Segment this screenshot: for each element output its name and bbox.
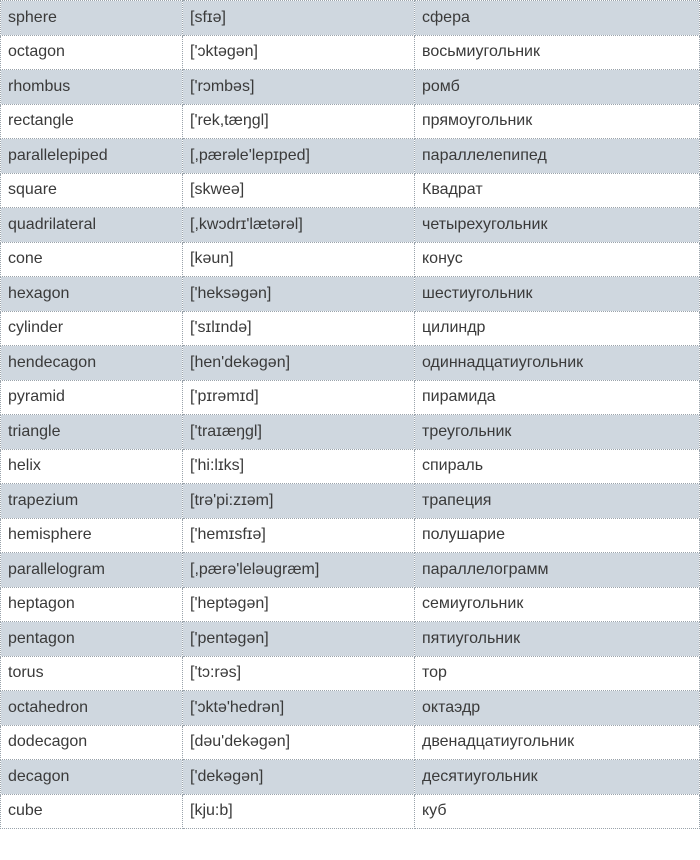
russian-translation-cell: тор	[415, 656, 700, 691]
transcription-cell: ['traɪæŋgl]	[183, 415, 415, 450]
transcription-cell: [skweə]	[183, 173, 415, 208]
transcription-cell: ['rɔmbəs]	[183, 70, 415, 105]
table-row	[1, 691, 700, 726]
transcription-cell: ['heksəgən]	[183, 277, 415, 312]
table-row	[1, 380, 700, 415]
english-term-cell: hemisphere	[1, 518, 183, 553]
table-row	[1, 173, 700, 208]
russian-translation-cell: трапеция	[415, 484, 700, 519]
russian-translation-cell: октаэдр	[415, 691, 700, 726]
transcription-cell: ['hemɪsfɪə]	[183, 518, 415, 553]
table-row	[1, 277, 700, 312]
russian-translation-cell: треугольник	[415, 415, 700, 450]
table-row	[1, 346, 700, 381]
english-term-cell: quadrilateral	[1, 208, 183, 243]
russian-translation-cell: прямоугольник	[415, 104, 700, 139]
transcription-cell: [sfɪə]	[183, 1, 415, 36]
english-term-cell: rhombus	[1, 70, 183, 105]
english-term-cell: parallelepiped	[1, 139, 183, 174]
table-row	[1, 35, 700, 70]
english-term-cell: cylinder	[1, 311, 183, 346]
transcription-cell: ['rek,tæŋgl]	[183, 104, 415, 139]
russian-translation-cell: Квадрат	[415, 173, 700, 208]
transcription-cell: ['pɪrəmɪd]	[183, 380, 415, 415]
russian-translation-cell: шестиугольник	[415, 277, 700, 312]
english-term-cell: trapezium	[1, 484, 183, 519]
english-term-cell: decagon	[1, 760, 183, 795]
russian-translation-cell: одиннадцатиугольник	[415, 346, 700, 381]
transcription-cell: ['ɔktəgən]	[183, 35, 415, 70]
table-row	[1, 104, 700, 139]
russian-translation-cell: параллелепипед	[415, 139, 700, 174]
russian-translation-cell: куб	[415, 794, 700, 829]
table-row	[1, 656, 700, 691]
russian-translation-cell: двенадцатиугольник	[415, 725, 700, 760]
table-row	[1, 622, 700, 657]
english-term-cell: rectangle	[1, 104, 183, 139]
transcription-cell: [dəu'dekəgən]	[183, 725, 415, 760]
english-term-cell: torus	[1, 656, 183, 691]
transcription-cell: ['hi:lɪks]	[183, 449, 415, 484]
transcription-cell: [,pærəle'lepɪped]	[183, 139, 415, 174]
english-term-cell: triangle	[1, 415, 183, 450]
english-term-cell: cone	[1, 242, 183, 277]
russian-translation-cell: семиугольник	[415, 587, 700, 622]
russian-translation-cell: конус	[415, 242, 700, 277]
english-term-cell: hendecagon	[1, 346, 183, 381]
transcription-cell: ['sɪlɪndə]	[183, 311, 415, 346]
english-term-cell: square	[1, 173, 183, 208]
transcription-cell: [kəun]	[183, 242, 415, 277]
russian-translation-cell: пятиугольник	[415, 622, 700, 657]
english-term-cell: helix	[1, 449, 183, 484]
transcription-cell: ['pentəgən]	[183, 622, 415, 657]
english-term-cell: heptagon	[1, 587, 183, 622]
table-row	[1, 311, 700, 346]
english-term-cell: hexagon	[1, 277, 183, 312]
english-term-cell: pyramid	[1, 380, 183, 415]
russian-translation-cell: спираль	[415, 449, 700, 484]
russian-translation-cell: параллелограмм	[415, 553, 700, 588]
transcription-cell: ['tɔ:rəs]	[183, 656, 415, 691]
table-body	[1, 1, 700, 829]
table-row	[1, 794, 700, 829]
table-row	[1, 1, 700, 36]
english-term-cell: sphere	[1, 1, 183, 36]
table-row	[1, 70, 700, 105]
transcription-cell: ['dekəgən]	[183, 760, 415, 795]
english-term-cell: cube	[1, 794, 183, 829]
english-term-cell: parallelogram	[1, 553, 183, 588]
table-row	[1, 553, 700, 588]
table-row	[1, 139, 700, 174]
russian-translation-cell: пирамида	[415, 380, 700, 415]
english-term-cell: octahedron	[1, 691, 183, 726]
english-term-cell: octagon	[1, 35, 183, 70]
table-row	[1, 208, 700, 243]
transcription-cell: ['ɔktə'hedrən]	[183, 691, 415, 726]
transcription-cell: [trə'pi:zɪəm]	[183, 484, 415, 519]
transcription-cell: ['heptəgən]	[183, 587, 415, 622]
russian-translation-cell: сфера	[415, 1, 700, 36]
transcription-cell: [kju:b]	[183, 794, 415, 829]
russian-translation-cell: цилиндр	[415, 311, 700, 346]
table-row	[1, 587, 700, 622]
table-row	[1, 242, 700, 277]
transcription-cell: [hen'dekəgən]	[183, 346, 415, 381]
table-row	[1, 449, 700, 484]
russian-translation-cell: восьмиугольник	[415, 35, 700, 70]
table-row	[1, 518, 700, 553]
russian-translation-cell: четырехугольник	[415, 208, 700, 243]
russian-translation-cell: полушарие	[415, 518, 700, 553]
transcription-cell: [,kwɔdrɪ'lætərəl]	[183, 208, 415, 243]
russian-translation-cell: ромб	[415, 70, 700, 105]
table-row	[1, 484, 700, 519]
table-row	[1, 725, 700, 760]
english-term-cell: dodecagon	[1, 725, 183, 760]
russian-translation-cell: десятиугольник	[415, 760, 700, 795]
english-term-cell: pentagon	[1, 622, 183, 657]
table-row	[1, 760, 700, 795]
table-row	[1, 415, 700, 450]
transcription-cell: [,pærə'leləugræm]	[183, 553, 415, 588]
